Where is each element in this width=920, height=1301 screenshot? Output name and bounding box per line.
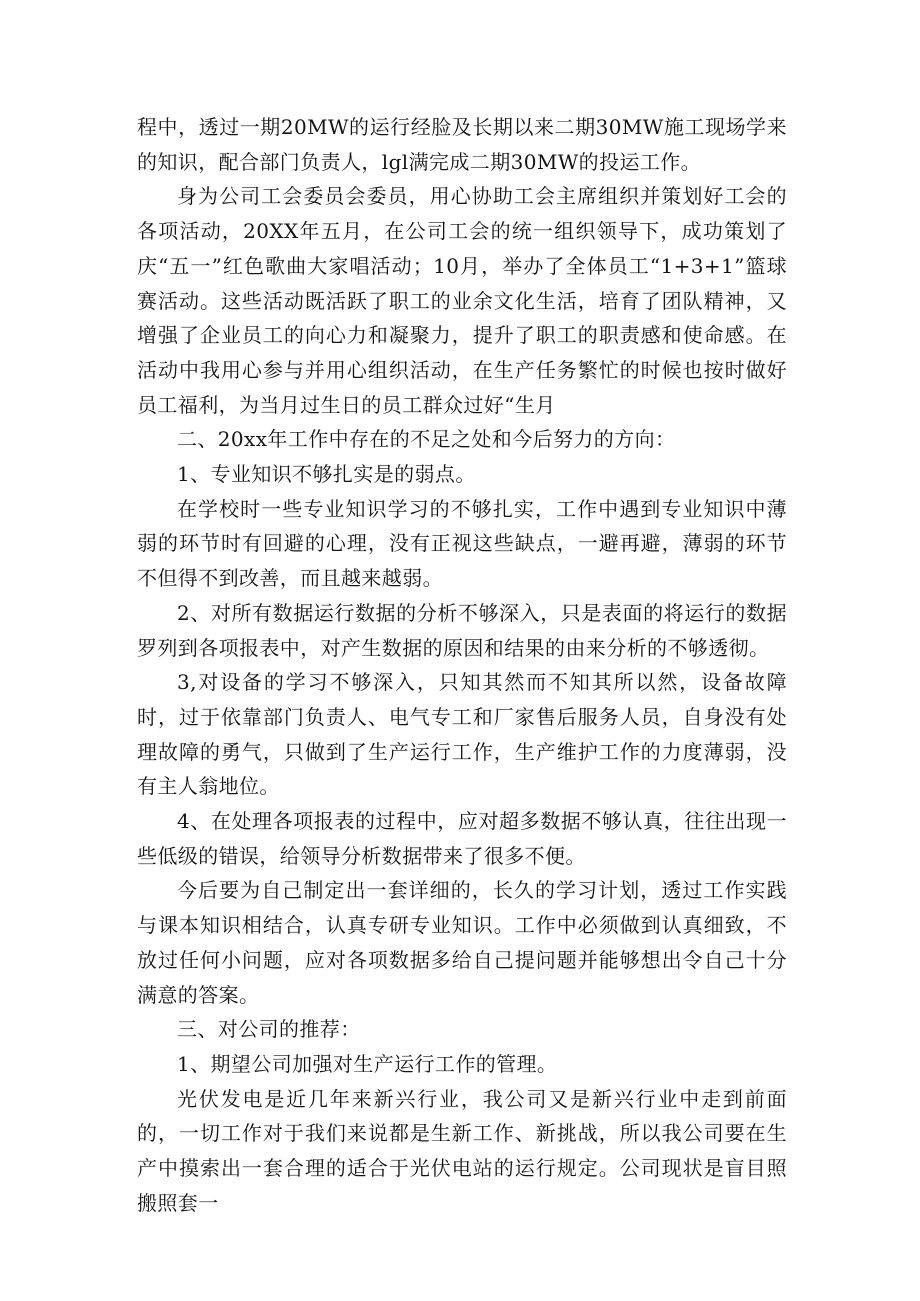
section-heading-recommendations: 三、对公司的推荐： (177, 1017, 361, 1042)
list-item-2: 2、对所有数据运行数据的分析不够深入，只是表面的将运行的数据罗列到各项报表中，对产生数据的原因和结果的由来分析的不够透彻。 (137, 600, 787, 660)
list-item-4: 4、在处理各项报表的过程中，应对超多数据不够认真，往往出现一些低级的错误，给领导分析数据带来了很多不便。 (137, 809, 787, 868)
document-body (137, 110, 787, 1221)
section-heading-shortcomings: 二、20xx年工作中存在的不足之处和今后努力的方向： (177, 427, 676, 452)
list-item-1-heading: 1、专业知识不够扎实是的弱点。 (177, 462, 476, 487)
paragraph-continuation: 程中，透过一期20MW的运行经脸及长期以来二期30MW施工现场学来的知识，配合部门负责人，lgl满完成二期30MW的投运工作。 (137, 115, 787, 174)
paragraph-photovoltaic: 光伏发电是近几年来新兴行业，我公司又是新兴行业中走到前面的，一切工作对于我们来说都是生新工作、新挑战，所以我公司要在生产中摸索出一套合理的适合于光伏电站的运行规定。公司现状是盲目照搬照套一 (137, 1086, 787, 1215)
paragraph-knowledge-weakness: 在学校时一些专业知识学习的不够扎实，工作中遇到专业知识中薄弱的环节时有回避的心理，没有正视这些缺点，一避再避，薄弱的环节不但得不到改善，而且越来越弱。 (137, 496, 787, 591)
recommendation-item-1: 1、期望公司加强对生产运行工作的管理。 (177, 1051, 558, 1076)
paragraph-union-activities: 身为公司工会委员会委员，用心协助工会主席组织并策划好工会的各项活动，20XX年五月，在公司工会的统一组织领导下，成功策划了庆“五一”红色歌曲大家唱活动；10月，举办了全体员工“1+3+1”篮球赛活动。这些活动既活跃了职工的业余文化生活，培育了团队精神，又增强了企业员工的向心力和凝聚力，提升了职工的职责感和使命感。在活动中我用心参与并用心组织活动，在生产任务繁忙的时候也按时做好员工福利，为当月过生日的员工群众过好“生月 (137, 184, 787, 417)
paragraph-future-plan: 今后要为自己制定出一套详细的，长久的学习计划，透过工作实践与课本知识相结合，认真专研专业知识。工作中必须做到认真细致，不放过任何小问题，应对各项数据多给自己提问题并能够想出令自己十分满意的答案。 (137, 878, 787, 1007)
list-item-3: 3,对设备的学习不够深入，只知其然而不知其所以然，设备故障时，过于依靠部门负责人、电气专工和厂家售后服务人员，自身没有处理故障的勇气，只做到了生产运行工作，生产维护工作的力度薄弱，没有主人翁地位。 (137, 670, 787, 799)
